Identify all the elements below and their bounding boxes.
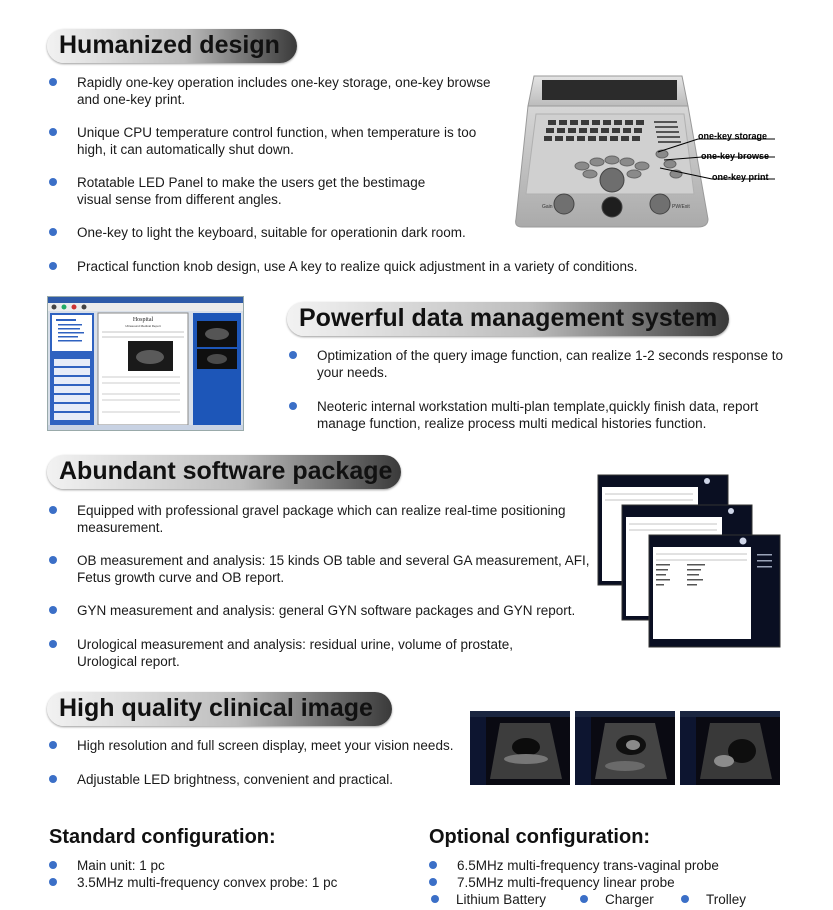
list-item: Adjustable LED brightness, convenient and practical. <box>47 771 477 788</box>
list-item: 3.5MHz multi-frequency convex probe: 1 pc <box>47 874 337 891</box>
list-item: Optimization of the query image function, can realize 1-2 seconds response to your needs. <box>287 347 787 381</box>
list-item: Main unit: 1 pc <box>47 857 337 874</box>
optional-item-lithium-battery: Lithium Battery <box>429 891 546 908</box>
list-item: Unique CPU temperature control function, when temperature is too high, it can automatically shut down. <box>47 124 477 158</box>
device-label-pw-exit: PW/Exit <box>672 204 690 210</box>
banner-software-package <box>47 455 401 489</box>
workstation-screenshot-image <box>47 296 244 431</box>
list-item: Practical function knob design, use A key to realize quick adjustment in a variety of conditions. <box>47 258 717 275</box>
data-mgmt-bullet-list <box>287 347 787 432</box>
optional-item-charger: Charger <box>578 891 654 908</box>
report-title: Hospital <box>132 317 154 323</box>
standard-config-list <box>47 857 337 891</box>
callout-one-key-print: one-key print <box>712 172 769 182</box>
section-title-humanized: Humanized design <box>59 31 280 59</box>
section-title-data-mgmt: Powerful data management system <box>299 304 718 332</box>
ultrasound-scan-image-2 <box>575 711 675 785</box>
list-item: Urological measurement and analysis: residual urine, volume of prostate, Urological report. <box>47 636 547 670</box>
callout-one-key-browse: one-key browse <box>701 151 770 161</box>
list-item: Rapidly one-key operation includes one-key storage, one-key browse and one-key print. <box>47 74 507 108</box>
standard-config-title: Standard configuration: <box>49 826 276 848</box>
device-label-gain: Gain <box>542 204 553 210</box>
ultrasound-scan-image-3 <box>680 711 780 785</box>
list-item: Rotatable LED Panel to make the users get the bestimage visual sense from different angles. <box>47 174 457 208</box>
software-bullet-list <box>47 502 592 670</box>
optional-item-trolley: Trolley <box>679 891 746 908</box>
section-title-software: Abundant software package <box>59 457 393 485</box>
list-item: 7.5MHz multi-frequency linear probe <box>427 874 719 891</box>
banner-clinical-image <box>47 692 392 726</box>
section-title-clinical: High quality clinical image <box>59 694 373 722</box>
callout-one-key-storage: one-key storage <box>698 131 768 141</box>
list-item: 6.5MHz multi-frequency trans-vaginal probe <box>427 857 719 874</box>
list-item: Equipped with professional gravel package which can realize real-time positioning measurement. <box>47 502 592 536</box>
report-subtitle: Ultrasound Medical Report <box>125 324 161 328</box>
banner-humanized-design <box>47 29 297 63</box>
clinical-bullet-list <box>47 737 477 788</box>
list-item: Neoteric internal workstation multi-plan template,quickly finish data, report manage function, realize process multi medical histories function. <box>287 398 787 432</box>
list-item: OB measurement and analysis: 15 kinds OB table and several GA measurement, AFI, Fetus growth curve and OB report. <box>47 552 592 586</box>
list-item: High resolution and full screen display, meet your vision needs. <box>47 737 477 754</box>
banner-data-management <box>287 302 729 336</box>
list-item: GYN measurement and analysis: general GYN software packages and GYN report. <box>47 602 592 619</box>
ultrasound-scan-image-1 <box>470 711 570 785</box>
list-item: One-key to light the keyboard, suitable for operationin dark room. <box>47 224 507 241</box>
optional-config-list <box>427 857 719 891</box>
optional-config-title: Optional configuration: <box>429 826 651 848</box>
measurement-report-screens-image <box>597 474 782 649</box>
